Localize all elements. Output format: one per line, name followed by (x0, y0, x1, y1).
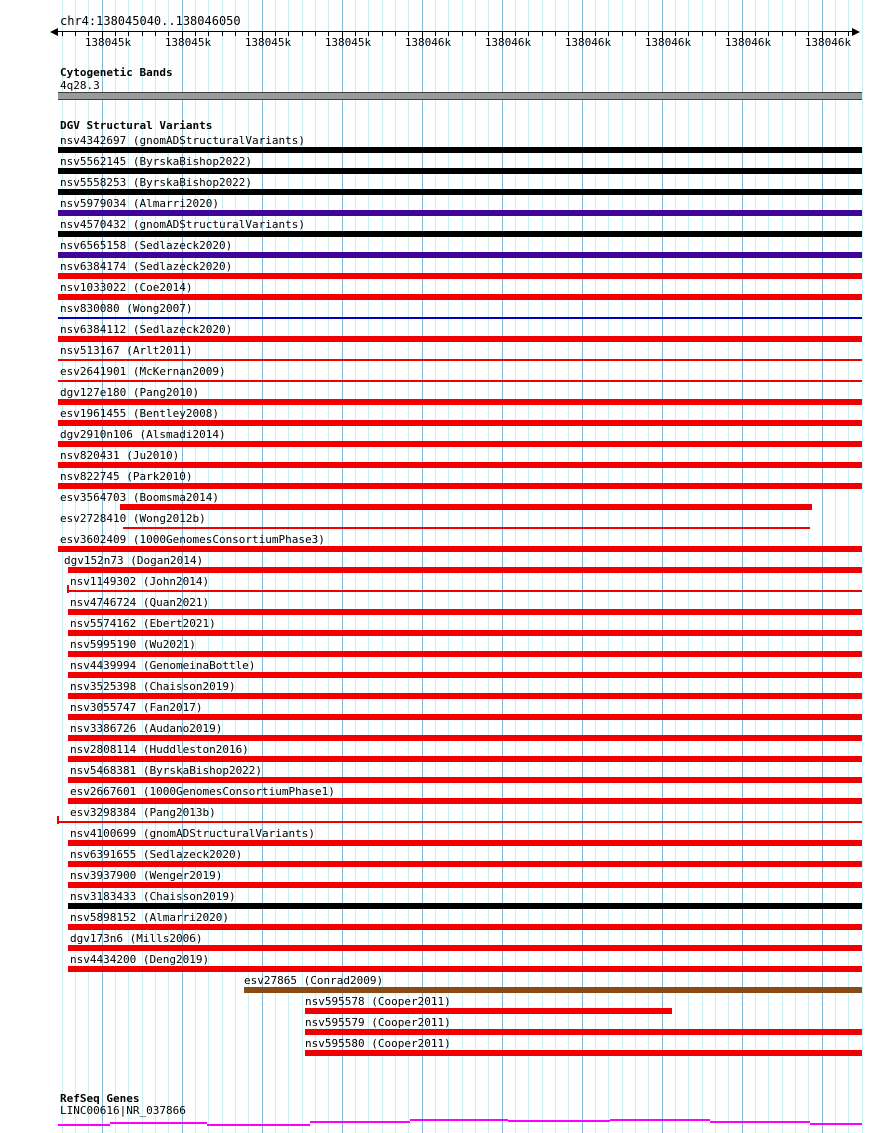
variant-bar[interactable] (68, 567, 862, 573)
variant-bar[interactable] (68, 861, 862, 867)
ruler-tick-label: 138045k (324, 36, 372, 49)
variant-bar[interactable] (58, 210, 862, 216)
variant-label[interactable]: nsv4439994 (GenomeinaBottle) (70, 659, 256, 672)
variant-bar[interactable] (68, 651, 862, 657)
variant-label[interactable]: nsv595580 (Cooper2011) (305, 1037, 451, 1050)
variant-bar[interactable] (305, 1029, 862, 1035)
variant-bar[interactable] (244, 987, 862, 993)
ruler-tick-label: 138046k (724, 36, 772, 49)
gene-segment[interactable] (207, 1124, 310, 1126)
ruler-tick-label: 138046k (564, 36, 612, 49)
variant-bar[interactable] (123, 527, 810, 529)
variant-label[interactable]: nsv4746724 (Quan2021) (70, 596, 210, 609)
variant-bar[interactable] (58, 462, 862, 468)
variant-label[interactable]: nsv4100699 (gnomADStructuralVariants) (70, 827, 316, 840)
variant-label[interactable]: nsv6391655 (Sedlazeck2020) (70, 848, 243, 861)
ruler-tick-label: 138046k (484, 36, 532, 49)
ruler-tick-label: 138046k (404, 36, 452, 49)
variant-bar[interactable] (58, 231, 862, 237)
variant-bar[interactable] (68, 714, 862, 720)
ruler-tick (382, 31, 383, 36)
gene-segment[interactable] (710, 1121, 810, 1123)
variant-label[interactable]: nsv4342697 (gnomADStructuralVariants) (60, 134, 306, 147)
variant-label[interactable]: nsv5558253 (ByrskaBishop2022) (60, 176, 253, 189)
variant-label[interactable]: nsv5898152 (Almarri2020) (70, 911, 229, 924)
gene-segment[interactable] (110, 1122, 207, 1124)
variant-bar[interactable] (58, 147, 862, 153)
variant-label[interactable]: nsv3055747 (Fan2017) (70, 701, 203, 714)
variant-bar[interactable] (68, 756, 862, 762)
refseq-gene-label[interactable]: LINC00616|NR_037866 (60, 1104, 186, 1117)
variant-label[interactable]: nsv4570432 (gnomADStructuralVariants) (60, 218, 306, 231)
variant-label[interactable]: nsv3183433 (Chaisson2019) (70, 890, 236, 903)
gene-segment[interactable] (58, 1124, 110, 1126)
variant-label[interactable]: nsv1033022 (Coe2014) (60, 281, 193, 294)
ruler-tick (795, 31, 796, 36)
ruler-tick (75, 31, 76, 36)
variant-label[interactable]: dgv173n6 (Mills2006) (70, 932, 203, 945)
variant-label[interactable]: dgv127e180 (Pang2010) (60, 386, 200, 399)
variant-label[interactable]: nsv830080 (Wong2007) (60, 302, 193, 315)
variant-label[interactable]: nsv5995190 (Wu2021) (70, 638, 196, 651)
ruler-tick (142, 31, 143, 36)
variant-start-tick (57, 816, 59, 824)
ruler-tick (315, 31, 316, 36)
variant-label[interactable]: esv3602409 (1000GenomesConsortiumPhase3) (60, 533, 325, 546)
variant-label[interactable]: nsv820431 (Ju2010) (60, 449, 180, 462)
variant-label[interactable]: nsv822745 (Park2010) (60, 470, 193, 483)
variant-bar[interactable] (58, 252, 862, 258)
ruler-tick (395, 31, 396, 36)
gene-segment[interactable] (810, 1123, 862, 1125)
cytoband-label: 4q28.3 (60, 79, 100, 92)
ruler-tick (782, 31, 783, 36)
variant-label[interactable]: nsv5574162 (Ebert2021) (70, 617, 216, 630)
variant-label[interactable]: nsv3525398 (Chaisson2019) (70, 680, 236, 693)
ruler-tick (235, 31, 236, 36)
dgv-structural-variants-title: DGV Structural Variants (60, 119, 213, 132)
variant-label[interactable]: nsv3937900 (Wenger2019) (70, 869, 223, 882)
ruler-tick (62, 31, 63, 36)
ruler-tick-label: 138045k (84, 36, 132, 49)
ruler-tick-label: 138046k (644, 36, 692, 49)
ruler-tick (635, 31, 636, 36)
variant-bar[interactable] (120, 504, 812, 510)
variant-bar[interactable] (68, 609, 862, 615)
variant-bar[interactable] (58, 821, 862, 823)
ruler-tick (475, 31, 476, 36)
variant-bar[interactable] (68, 693, 862, 699)
variant-bar[interactable] (68, 924, 862, 930)
variant-bar[interactable] (68, 777, 862, 783)
variant-label[interactable]: nsv3386726 (Audano2019) (70, 722, 223, 735)
variant-bar[interactable] (305, 1008, 672, 1014)
gene-segment[interactable] (508, 1120, 610, 1122)
variant-label[interactable]: esv2667601 (1000GenomesConsortiumPhase1) (70, 785, 335, 798)
variant-bar[interactable] (68, 672, 862, 678)
gene-segment[interactable] (410, 1119, 508, 1121)
cytogenetic-bands-title: Cytogenetic Bands (60, 66, 173, 79)
variant-label[interactable]: esv2641901 (McKernan2009) (60, 365, 226, 378)
variant-bar[interactable] (68, 966, 862, 972)
variant-bar[interactable] (58, 483, 862, 489)
ruler-tick (622, 31, 623, 36)
variant-bar[interactable] (58, 336, 862, 342)
ruler-tick (222, 31, 223, 36)
variant-bar[interactable] (58, 399, 862, 405)
variant-bar[interactable] (58, 317, 862, 319)
variant-label[interactable]: nsv6565158 (Sedlazeck2020) (60, 239, 233, 252)
variant-bar[interactable] (58, 359, 862, 361)
ruler-tick (715, 31, 716, 36)
variant-bar[interactable] (68, 840, 862, 846)
gene-segment[interactable] (310, 1121, 410, 1123)
ruler-right-arrow-icon (852, 28, 860, 36)
ruler-tick (542, 31, 543, 36)
refseq-genes-title: RefSeq Genes (60, 1092, 140, 1105)
variant-label[interactable]: esv3564703 (Boomsma2014) (60, 491, 219, 504)
variant-label[interactable]: nsv4434200 (Deng2019) (70, 953, 210, 966)
region-coordinates-label: chr4:138045040..138046050 (60, 14, 241, 28)
ruler-left-arrow-icon (50, 28, 58, 36)
variant-bar[interactable] (58, 294, 862, 300)
variant-bar[interactable] (68, 590, 862, 592)
ruler-tick-label: 138045k (164, 36, 212, 49)
variant-label[interactable]: esv1961455 (Bentley2008) (60, 407, 219, 420)
ruler-tick (555, 31, 556, 36)
variant-bar[interactable] (58, 273, 862, 279)
variant-label[interactable]: nsv595579 (Cooper2011) (305, 1016, 451, 1029)
variant-label[interactable]: nsv5979034 (Almarri2020) (60, 197, 219, 210)
variant-bar[interactable] (58, 441, 862, 447)
variant-bar[interactable] (58, 380, 862, 382)
gene-segment[interactable] (610, 1119, 710, 1121)
variant-start-tick (67, 585, 69, 593)
ruler-tick (462, 31, 463, 36)
variant-label[interactable]: dgv152n73 (Dogan2014) (64, 554, 204, 567)
ruler-axis (58, 31, 852, 32)
variant-bar[interactable] (305, 1050, 862, 1056)
variant-label[interactable]: nsv5562145 (ByrskaBishop2022) (60, 155, 253, 168)
ruler-tick-label: 138045k (244, 36, 292, 49)
variant-label[interactable]: nsv595578 (Cooper2011) (305, 995, 451, 1008)
variant-bar[interactable] (68, 798, 862, 804)
variant-bar[interactable] (68, 630, 862, 636)
variant-label[interactable]: nsv6384112 (Sedlazeck2020) (60, 323, 233, 336)
variant-label[interactable]: nsv513167 (Arlt2011) (60, 344, 193, 357)
variant-label[interactable]: nsv6384174 (Sedlazeck2020) (60, 260, 233, 273)
variant-label[interactable]: dgv2910n106 (Alsmadi2014) (60, 428, 226, 441)
ruler-tick (702, 31, 703, 36)
variant-bar[interactable] (58, 546, 862, 552)
variant-bar[interactable] (58, 420, 862, 426)
ruler-tick (155, 31, 156, 36)
variant-label[interactable]: esv2728410 (Wong2012b) (60, 512, 206, 525)
variant-bar[interactable] (68, 903, 862, 909)
variant-label[interactable]: esv27865 (Conrad2009) (244, 974, 384, 987)
ruler-tick (302, 31, 303, 36)
variant-label[interactable]: nsv1149302 (John2014) (70, 575, 210, 588)
variant-bar[interactable] (68, 945, 862, 951)
cytoband-bar[interactable] (58, 92, 862, 100)
variant-label[interactable]: nsv2808114 (Huddleston2016) (70, 743, 249, 756)
variant-bar[interactable] (68, 735, 862, 741)
variant-bar[interactable] (58, 168, 862, 174)
ruler-tick-label: 138046k (804, 36, 852, 49)
variant-bar[interactable] (58, 189, 862, 195)
variant-label[interactable]: nsv5468381 (ByrskaBishop2022) (70, 764, 263, 777)
variant-bar[interactable] (68, 882, 862, 888)
variant-label[interactable]: esv3298384 (Pang2013b) (70, 806, 216, 819)
